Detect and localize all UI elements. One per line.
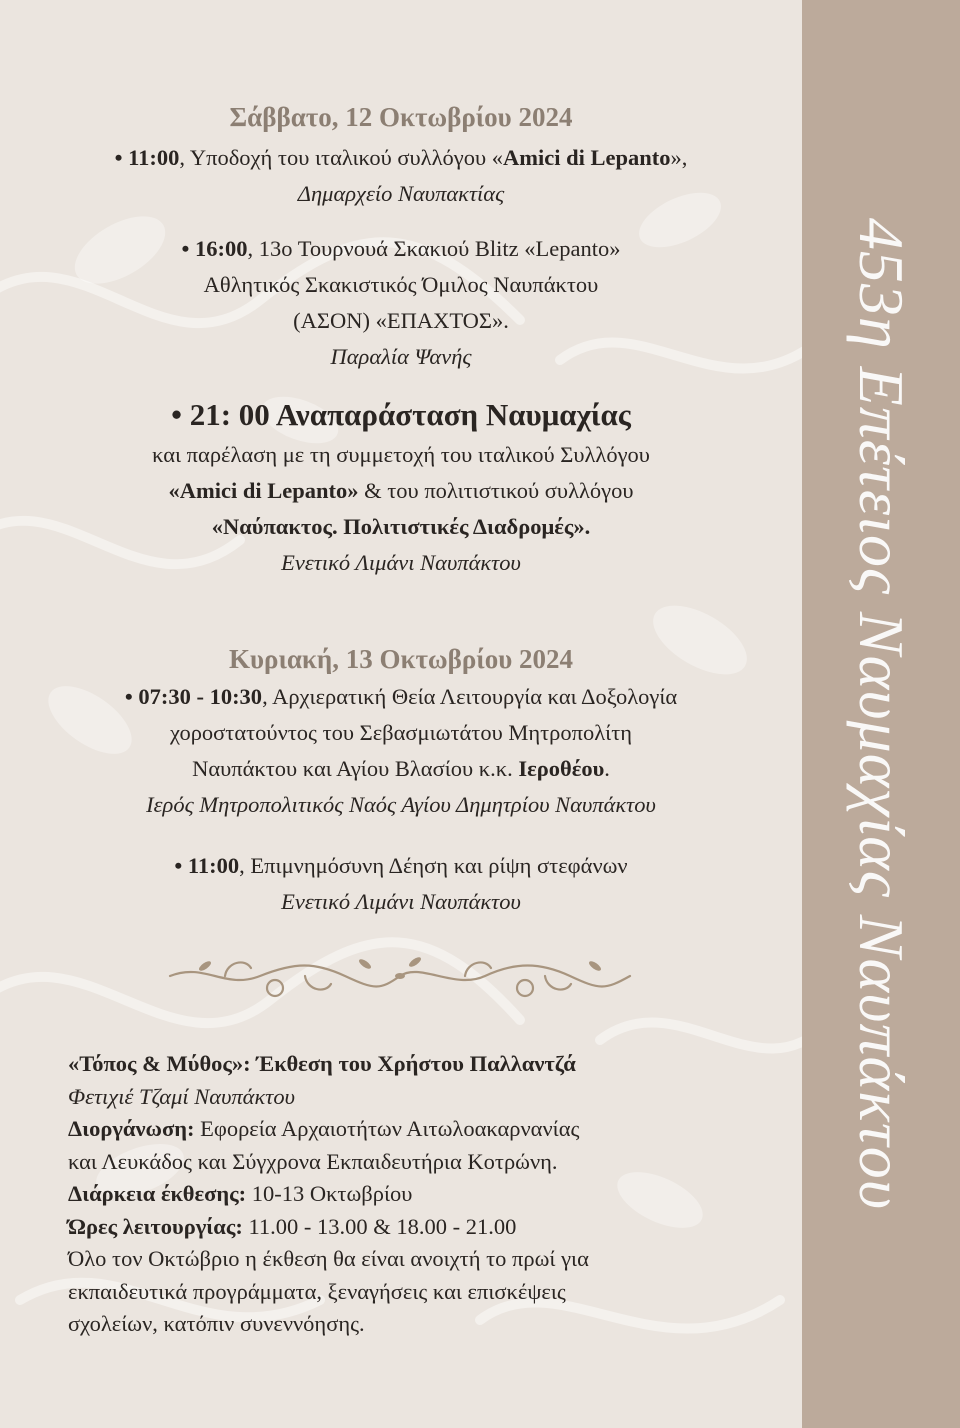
event-club-name: «Amici di Lepanto» bbox=[168, 478, 359, 503]
exhibition-title: «Τόπος & Μύθος»: Έκθεση του Χρήστου Παλλαντζά bbox=[68, 1051, 576, 1076]
sunday-section bbox=[0, 641, 802, 677]
organizer-value: Εφορεία Αρχαιοτήτων Αιτωλοακαρνανίας bbox=[194, 1116, 580, 1141]
event-organizer-abbr: (ΑΣΟΝ) «ΕΠΑΧΤΟΣ». bbox=[293, 308, 509, 333]
event-text: , Υποδοχή του ιταλικού συλλόγου « bbox=[179, 145, 503, 170]
event-title: 21: 00 Αναπαράσταση Ναυμαχίας bbox=[189, 397, 631, 432]
exhibition-note-line: σχολείων, κατόπιν συνεννόησης. bbox=[68, 1311, 365, 1336]
bullet-icon: • bbox=[181, 236, 190, 261]
event-sunday-1100 bbox=[0, 848, 802, 920]
floral-divider-icon bbox=[165, 950, 635, 1002]
event-organizer: Αθλητικός Σκακιστικός Όμιλος Ναυπάκτου bbox=[203, 272, 599, 297]
bullet-icon: • bbox=[114, 145, 123, 170]
event-text: , 13ο Τουρνουά Σκακιού Blitz «Lepanto» bbox=[247, 236, 621, 261]
exhibition-note-line: εκπαιδευτικά προγράμματα, ξεναγήσεις και επισκέψεις bbox=[68, 1278, 566, 1304]
event-time: 11:00 bbox=[128, 145, 180, 170]
duration-label: Διάρκεια έκθεσης: bbox=[68, 1181, 247, 1206]
exhibition-venue: Φετιχιέ Τζαμί Ναυπάκτου bbox=[68, 1083, 295, 1109]
event-location: Ενετικό Λιμάνι Ναυπάκτου bbox=[281, 889, 521, 914]
event-text: , Αρχιερατική Θεία Λειτουργία και Δοξολογία bbox=[262, 684, 678, 709]
duration-value: 10-13 Οκτωβρίου bbox=[246, 1181, 413, 1206]
exhibition-note-line: Όλο τον Οκτώβριο η έκθεση θα είναι ανοιχτή το πρωί για bbox=[68, 1246, 589, 1271]
saturday-heading: Σάββατο, 12 Οκτωβρίου 2024 bbox=[229, 102, 573, 132]
event-sunday-0730 bbox=[0, 679, 802, 823]
anniversary-title: 453η Επέτειος Ναυμαχίας Ναυπάκτου bbox=[846, 217, 917, 1211]
event-saturday-1600 bbox=[0, 231, 802, 375]
hours-value: 11.00 - 13.00 & 18.00 - 21.00 bbox=[242, 1213, 517, 1239]
event-text: και παρέλαση με τη συμμετοχή του ιταλικού Συλλόγου bbox=[152, 442, 650, 467]
event-location: Ενετικό Λιμάνι Ναυπάκτου bbox=[281, 550, 521, 575]
event-saturday-2100 bbox=[0, 393, 802, 581]
bullet-icon: • bbox=[124, 684, 133, 709]
hours-label: Ώρες λειτουργίας: bbox=[68, 1213, 243, 1239]
event-bishop-name: Ιεροθέου bbox=[518, 756, 605, 781]
sidebar-banner bbox=[802, 0, 960, 1428]
event-location: Δημαρχείο Ναυπακτίας bbox=[297, 181, 505, 206]
event-location: Ιερός Μητροπολιτικός Ναός Αγίου Δημητρίου Ναυπάκτου bbox=[146, 792, 656, 817]
event-club-name: Amici di Lepanto bbox=[502, 145, 671, 170]
event-text: , Επιμνημόσυνη Δέηση και ρίψη στεφάνων bbox=[239, 853, 628, 878]
event-time: 07:30 - 10:30 bbox=[138, 684, 263, 709]
event-time: 11:00 bbox=[187, 853, 240, 878]
event-time: 16:00 bbox=[194, 236, 248, 261]
event-text: χοροστατούντος του Σεβασμιωτάτου Μητροπολίτη bbox=[169, 720, 633, 745]
event-text-end: », bbox=[670, 145, 688, 170]
saturday-section bbox=[0, 99, 802, 135]
event-text-end: . bbox=[604, 756, 610, 781]
sunday-heading: Κυριακή, 13 Οκτωβρίου 2024 bbox=[229, 644, 573, 674]
organizer-value-cont: και Λευκάδος και Σύγχρονα Εκπαιδευτήρια Κοτρώνη. bbox=[68, 1148, 558, 1174]
bullet-icon: • bbox=[174, 853, 183, 878]
event-location: Παραλία Ψανής bbox=[330, 344, 472, 369]
event-saturday-1100 bbox=[0, 140, 802, 212]
event-text: & του πολιτιστικού συλλόγου bbox=[358, 478, 634, 503]
organizer-label: Διοργάνωση: bbox=[68, 1116, 195, 1141]
exhibition-section bbox=[68, 1048, 788, 1341]
event-text: Ναυπάκτου και Αγίου Βλασίου κ.κ. bbox=[192, 756, 519, 781]
bullet-icon: • bbox=[171, 397, 182, 432]
event-cultural-club: «Ναύπακτος. Πολιτιστικές Διαδρομές». bbox=[211, 514, 591, 539]
